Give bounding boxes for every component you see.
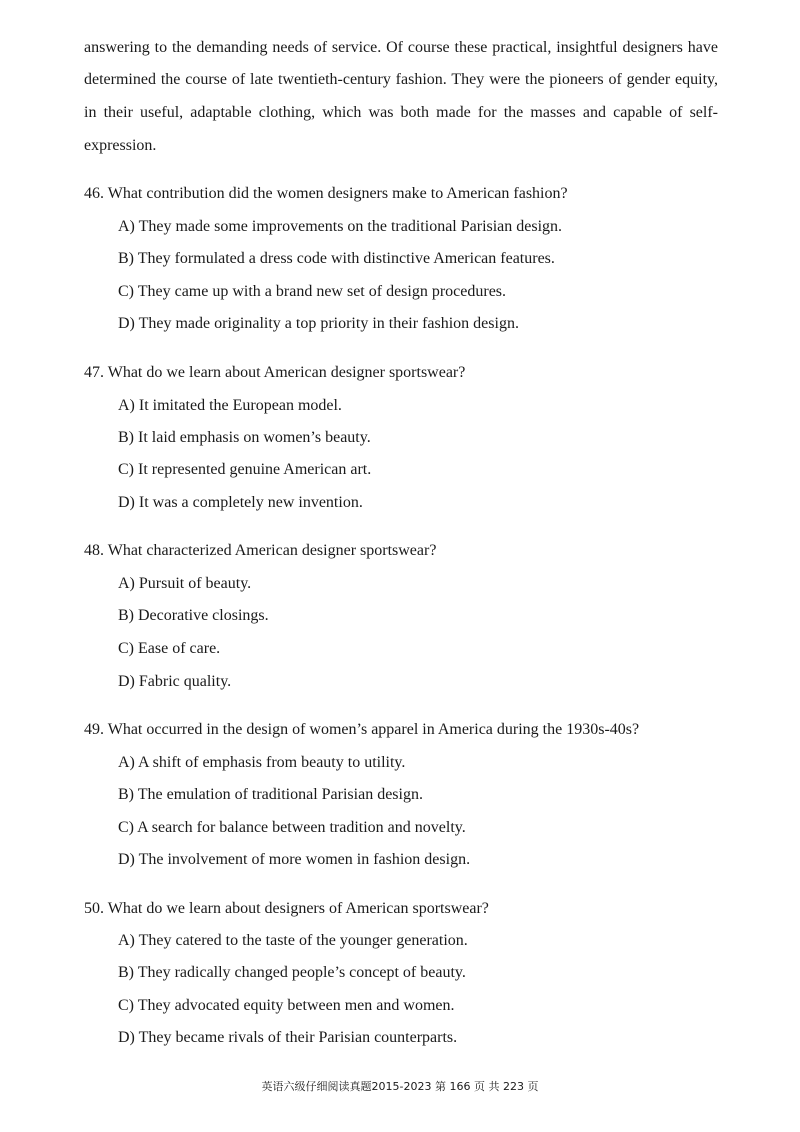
question-46-option-d: D) They made originality a top priority in their fashion design.: [118, 315, 519, 332]
passage-line: expression.: [84, 137, 157, 154]
question-49-option-d: D) The involvement of more women in fashion design.: [118, 851, 471, 868]
question-47-option-b: B) It laid emphasis on women’s beauty.: [118, 429, 371, 446]
question-50-stem: 50. What do we learn about designers of American sportswear?: [84, 900, 489, 917]
question-50-option-a: A) They catered to the taste of the younger generation.: [118, 932, 468, 949]
question-48-stem: 48. What characterized American designer sportswear?: [84, 542, 437, 559]
question-49-option-c: C) A search for balance between tradition and novelty.: [118, 819, 466, 836]
question-49-stem: 49. What occurred in the design of women’s apparel in America during the 1930s-40s?: [84, 721, 640, 738]
question-46-option-b: B) They formulated a dress code with distinctive American features.: [118, 250, 555, 267]
question-47-stem: 47. What do we learn about American designer sportswear?: [84, 364, 466, 381]
page-footer: 英语六级仔细阅读真题2015-2023 第 166 页 共 223 页: [261, 1080, 539, 1093]
passage-line: in their useful, adaptable clothing, which was both made for the masses and capable of self-: [84, 104, 718, 121]
question-50-option-d: D) They became rivals of their Parisian counterparts.: [118, 1029, 458, 1046]
question-48-option-b: B) Decorative closings.: [118, 607, 269, 624]
question-47-option-c: C) It represented genuine American art.: [118, 461, 372, 478]
passage-line: answering to the demanding needs of service. Of course these practical, insightful designers have: [84, 39, 718, 56]
passage-line: determined the course of late twentieth-century fashion. They were the pioneers of gender equity,: [84, 71, 718, 88]
question-50-option-c: C) They advocated equity between men and women.: [118, 997, 455, 1014]
question-49-option-a: A) A shift of emphasis from beauty to utility.: [118, 754, 406, 771]
question-48-option-c: C) Ease of care.: [118, 640, 221, 657]
question-47-option-d: D) It was a completely new invention.: [118, 494, 363, 511]
question-47-option-a: A) It imitated the European model.: [118, 397, 342, 414]
question-49-option-b: B) The emulation of traditional Parisian design.: [118, 786, 423, 803]
question-46-option-a: A) They made some improvements on the traditional Parisian design.: [118, 218, 563, 235]
question-46-stem: 46. What contribution did the women designers make to American fashion?: [84, 185, 568, 202]
question-48-option-a: A) Pursuit of beauty.: [118, 575, 252, 592]
question-46-option-c: C) They came up with a brand new set of design procedures.: [118, 283, 507, 300]
question-48-option-d: D) Fabric quality.: [118, 673, 232, 690]
question-50-option-b: B) They radically changed people’s concept of beauty.: [118, 964, 466, 981]
